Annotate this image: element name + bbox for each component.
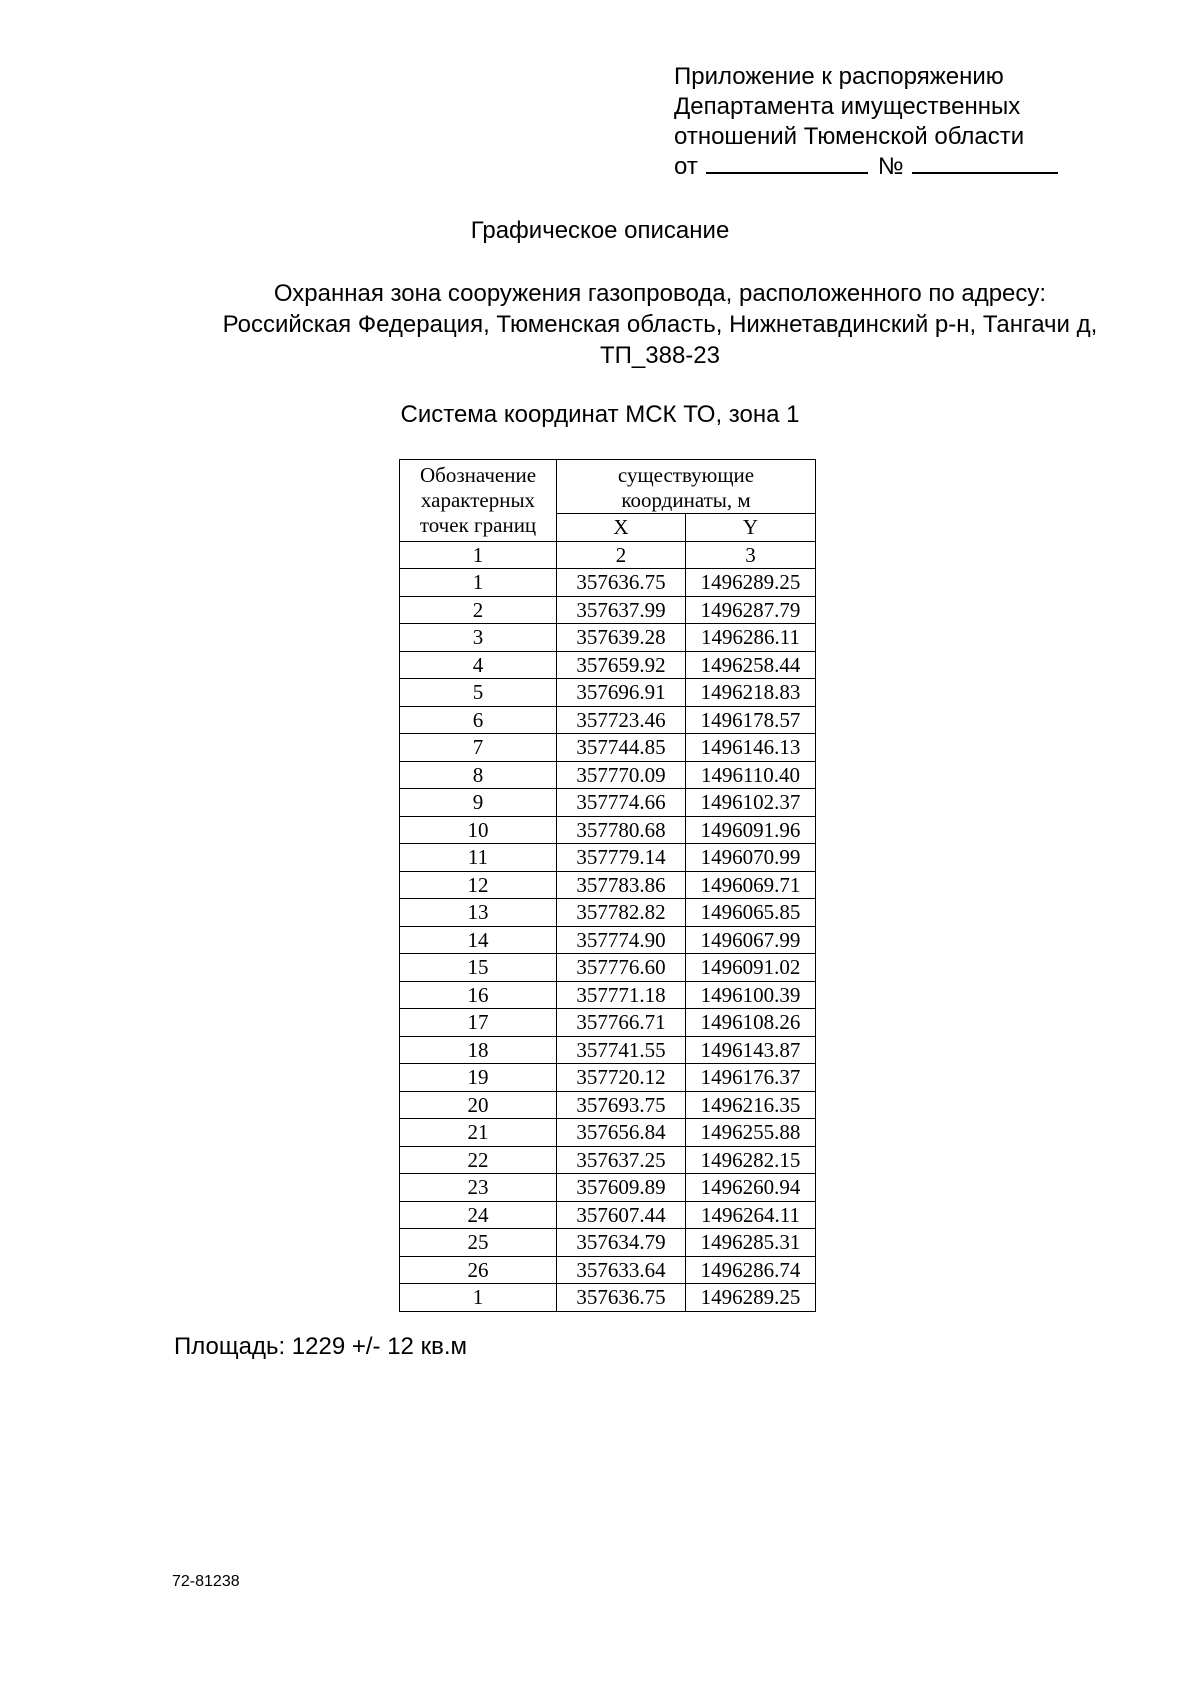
table-row	[400, 761, 816, 789]
y-cell: 1496286.11	[686, 624, 816, 652]
y-cell: 1496282.15	[686, 1146, 816, 1174]
y-cell: 1496067.99	[686, 926, 816, 954]
table-row	[400, 899, 816, 927]
point-cell: 24	[400, 1201, 557, 1229]
point-cell: 25	[400, 1229, 557, 1257]
point-cell: 19	[400, 1064, 557, 1092]
point-cell: 1	[400, 1284, 557, 1312]
object-line-1: Охранная зона сооружения газопровода, расположенного по адресу:	[273, 280, 1047, 307]
x-cell: 357634.79	[557, 1229, 686, 1257]
point-cell: 5	[400, 679, 557, 707]
table-row	[400, 1091, 816, 1119]
table-row	[400, 1146, 816, 1174]
x-cell: 357766.71	[557, 1009, 686, 1037]
x-cell: 357723.46	[557, 706, 686, 734]
y-cell: 1496146.13	[686, 734, 816, 762]
date-prefix: от	[674, 153, 698, 180]
point-cell: 22	[400, 1146, 557, 1174]
point-cell: 3	[400, 624, 557, 652]
header-coords-line-1: существующие	[617, 463, 755, 487]
document-number: 72-81238	[172, 1573, 240, 1590]
point-cell: 14	[400, 926, 557, 954]
x-cell: 357637.25	[557, 1146, 686, 1174]
table-row	[400, 926, 816, 954]
x-cell: 357636.75	[557, 569, 686, 597]
point-cell: 20	[400, 1091, 557, 1119]
number-prefix: №	[877, 153, 904, 180]
table-row	[400, 1174, 816, 1202]
table-row	[400, 1256, 816, 1284]
x-cell: 357720.12	[557, 1064, 686, 1092]
y-cell: 1496258.44	[686, 651, 816, 679]
point-cell: 18	[400, 1036, 557, 1064]
document-title: Графическое описание	[470, 217, 730, 244]
table-row	[400, 1119, 816, 1147]
y-cell: 1496100.39	[686, 981, 816, 1009]
point-cell: 21	[400, 1119, 557, 1147]
header-points	[400, 460, 557, 542]
object-line-2: Российская Федерация, Тюменская область, Нижнетавдинский р-н, Тангачи д,	[222, 311, 1098, 338]
x-cell: 357656.84	[557, 1119, 686, 1147]
y-cell: 1496065.85	[686, 899, 816, 927]
point-cell: 9	[400, 789, 557, 817]
x-cell: 357774.90	[557, 926, 686, 954]
table-row	[400, 1036, 816, 1064]
y-cell: 1496069.71	[686, 871, 816, 899]
point-cell: 26	[400, 1256, 557, 1284]
x-cell: 357659.92	[557, 651, 686, 679]
point-cell: 2	[400, 596, 557, 624]
header-points-line-2: характерных	[420, 488, 536, 512]
y-cell: 1496108.26	[686, 1009, 816, 1037]
x-cell: 357776.60	[557, 954, 686, 982]
table-row	[400, 624, 816, 652]
date-blank	[706, 152, 868, 174]
table-row	[400, 679, 816, 707]
point-cell: 1	[400, 569, 557, 597]
table-row	[400, 789, 816, 817]
point-cell: 10	[400, 816, 557, 844]
number-blank	[912, 152, 1058, 174]
area-value: Площадь: 1229 +/- 12 кв.м	[174, 1333, 467, 1360]
point-cell: 13	[400, 899, 557, 927]
table-row	[400, 569, 816, 597]
y-cell: 1496143.87	[686, 1036, 816, 1064]
x-cell: 357636.75	[557, 1284, 686, 1312]
y-cell: 1496216.35	[686, 1091, 816, 1119]
table-row	[400, 871, 816, 899]
appendix-line-3: отношений Тюменской области	[674, 123, 1025, 150]
header-points-line-3: точек границ	[419, 513, 537, 537]
y-cell: 1496070.99	[686, 844, 816, 872]
appendix-line-1: Приложение к распоряжению	[674, 63, 1004, 90]
table-row	[400, 981, 816, 1009]
y-cell: 1496176.37	[686, 1064, 816, 1092]
point-cell: 4	[400, 651, 557, 679]
y-cell: 1496287.79	[686, 596, 816, 624]
point-cell: 8	[400, 761, 557, 789]
header-coords-line-2: координаты, м	[621, 488, 751, 512]
y-cell: 1496289.25	[686, 569, 816, 597]
table-row	[400, 1229, 816, 1257]
point-cell: 6	[400, 706, 557, 734]
x-cell: 357633.64	[557, 1256, 686, 1284]
table-header-row	[400, 460, 816, 514]
y-cell: 1496218.83	[686, 679, 816, 707]
y-cell: 1496178.57	[686, 706, 816, 734]
table-row	[400, 651, 816, 679]
point-cell: 23	[400, 1174, 557, 1202]
table-row	[400, 706, 816, 734]
column-number-3: 3	[686, 541, 816, 569]
header-x: X	[557, 514, 686, 542]
table-row	[400, 844, 816, 872]
x-cell: 357779.14	[557, 844, 686, 872]
point-cell: 11	[400, 844, 557, 872]
point-cell: 12	[400, 871, 557, 899]
x-cell: 357744.85	[557, 734, 686, 762]
y-cell: 1496264.11	[686, 1201, 816, 1229]
coordinate-system: Система координат МСК ТО, зона 1	[400, 401, 800, 428]
table-row	[400, 816, 816, 844]
appendix-date-number-line	[674, 152, 1058, 182]
object-line-3: ТП_388-23	[600, 342, 720, 369]
x-cell: 357783.86	[557, 871, 686, 899]
y-cell: 1496286.74	[686, 1256, 816, 1284]
y-cell: 1496289.25	[686, 1284, 816, 1312]
x-cell: 357639.28	[557, 624, 686, 652]
table-row	[400, 1009, 816, 1037]
table-row	[400, 596, 816, 624]
y-cell: 1496102.37	[686, 789, 816, 817]
column-number-2: 2	[557, 541, 686, 569]
appendix-line-2: Департамента имущественных	[674, 93, 1021, 120]
x-cell: 357696.91	[557, 679, 686, 707]
object-description	[160, 278, 1160, 371]
table-row	[400, 1064, 816, 1092]
point-cell: 16	[400, 981, 557, 1009]
x-cell: 357780.68	[557, 816, 686, 844]
header-points-line-1: Обозначение	[419, 463, 537, 487]
table-row	[400, 954, 816, 982]
point-cell: 7	[400, 734, 557, 762]
table-row	[400, 1201, 816, 1229]
appendix-header	[674, 62, 1058, 182]
x-cell: 357607.44	[557, 1201, 686, 1229]
x-cell: 357782.82	[557, 899, 686, 927]
y-cell: 1496255.88	[686, 1119, 816, 1147]
header-coords	[557, 460, 816, 514]
point-cell: 17	[400, 1009, 557, 1037]
table-row	[400, 1284, 816, 1312]
point-cell: 15	[400, 954, 557, 982]
column-number-1: 1	[400, 541, 557, 569]
y-cell: 1496091.02	[686, 954, 816, 982]
x-cell: 357693.75	[557, 1091, 686, 1119]
x-cell: 357741.55	[557, 1036, 686, 1064]
header-y: Y	[686, 514, 816, 542]
x-cell: 357774.66	[557, 789, 686, 817]
table-column-numbers-row	[400, 541, 816, 569]
table-row	[400, 734, 816, 762]
x-cell: 357637.99	[557, 596, 686, 624]
x-cell: 357771.18	[557, 981, 686, 1009]
y-cell: 1496091.96	[686, 816, 816, 844]
coordinates-table	[399, 459, 816, 1312]
y-cell: 1496260.94	[686, 1174, 816, 1202]
y-cell: 1496285.31	[686, 1229, 816, 1257]
y-cell: 1496110.40	[686, 761, 816, 789]
x-cell: 357770.09	[557, 761, 686, 789]
x-cell: 357609.89	[557, 1174, 686, 1202]
